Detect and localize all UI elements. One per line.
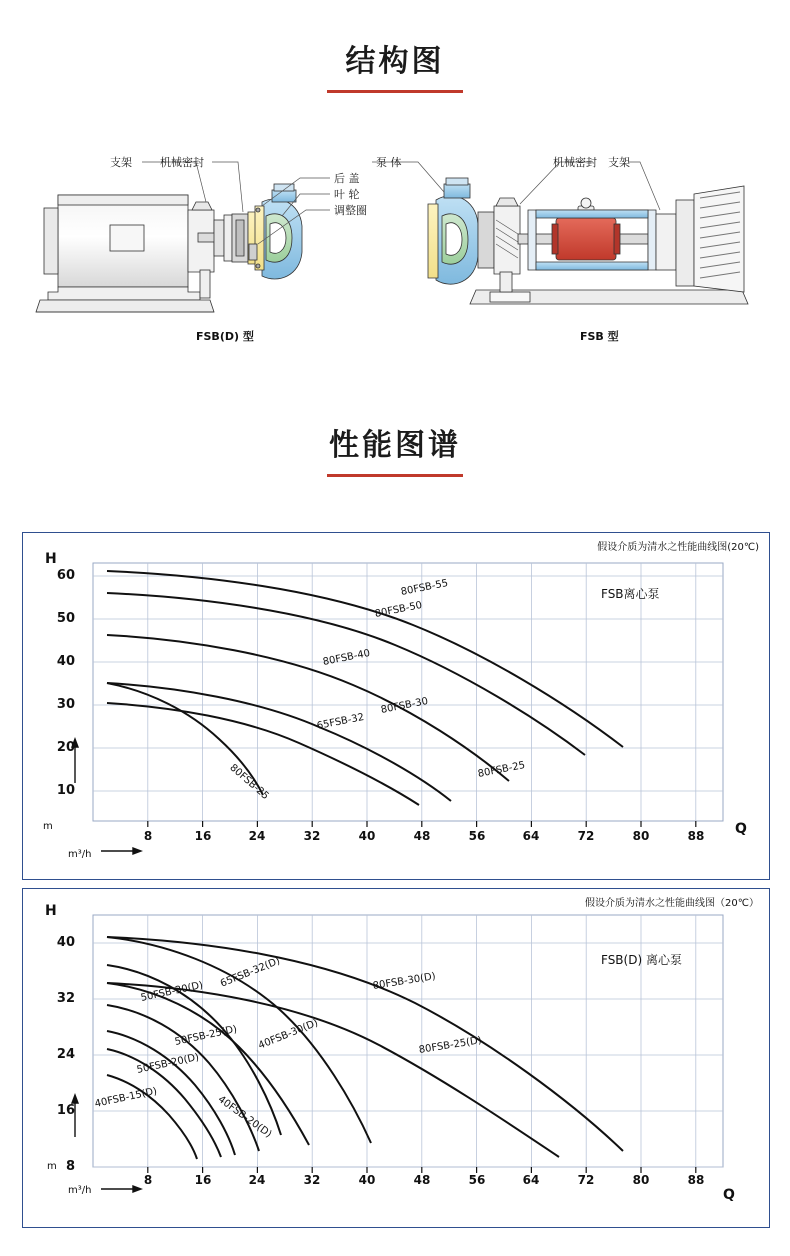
performance-chart-fsb — [22, 532, 770, 880]
structure-diagram — [0, 140, 790, 370]
chart2-curve-label-50FSB-30D: 50FSB-30(D) — [139, 979, 205, 1004]
chart2-ytick-24: 24 — [56, 1047, 75, 1062]
chart1-ytick-10: 10 — [56, 783, 75, 798]
chart2-curve-label-40FSB-30D: 40FSB-30(D) — [256, 1017, 320, 1052]
chart1-curve-label-80FSB-40: 80FSB-40 — [321, 647, 372, 668]
chart2-xaxis-letter: Q — [723, 1187, 735, 1203]
chart1-xtick-72: 72 — [577, 829, 595, 843]
chart1-xaxis-letter: Q — [735, 821, 747, 837]
chart2-xtick-24: 24 — [248, 1173, 266, 1187]
label-adjust-ring: 调整圈 — [334, 204, 367, 217]
chart2-xtick-88: 88 — [687, 1173, 705, 1187]
label-mechanical-seal-left: 机械密封 — [160, 156, 204, 169]
chart2-xtick-72: 72 — [577, 1173, 595, 1187]
chart2-xaxis-unit: m³/h — [68, 1185, 92, 1196]
chart2-xtick-48: 48 — [413, 1173, 431, 1187]
chart1-legend-note: FSB离心泵 — [601, 587, 660, 601]
chart2-xtick-16: 16 — [194, 1173, 212, 1187]
label-bracket-left: 支架 — [110, 156, 132, 169]
label-impeller: 叶 轮 — [334, 188, 360, 201]
label-pump-body: 泵 体 — [376, 156, 402, 169]
chart1-xtick-16: 16 — [194, 829, 212, 843]
chart1-yaxis-unit: m — [43, 821, 53, 832]
structure-diagram-svg — [0, 140, 790, 370]
chart2-xtick-8: 8 — [143, 1173, 153, 1187]
chart1-xtick-88: 88 — [687, 829, 705, 843]
title-underline-performance — [327, 474, 463, 477]
chart1-ytick-20: 20 — [56, 740, 75, 755]
structure-heading-block — [0, 36, 790, 93]
chart2-yaxis-letter: H — [45, 903, 57, 919]
label-back-cover: 后 盖 — [334, 172, 360, 185]
chart1-xtick-48: 48 — [413, 829, 431, 843]
chart2-xtick-40: 40 — [358, 1173, 376, 1187]
performance-chart-fsbd — [22, 888, 770, 1228]
chart1-curve-label-80FSB-25-left: 80FSB-25 — [227, 762, 271, 803]
chart1-xtick-80: 80 — [632, 829, 650, 843]
chart2-xtick-64: 64 — [522, 1173, 540, 1187]
chart1-curve-label-80FSB-50: 80FSB-50 — [373, 599, 424, 620]
chart1-ytick-30: 30 — [56, 697, 75, 712]
chart1-xtick-8: 8 — [143, 829, 153, 843]
model-label-fsb: FSB 型 — [580, 330, 619, 343]
chart2-curve-label-40FSB-20D: 40FSB-20(D) — [215, 1094, 274, 1141]
chart2-ytick-16: 16 — [56, 1103, 75, 1118]
chart2-curve-label-80FSB-30D: 80FSB-30(D) — [372, 971, 437, 992]
title-underline-structure — [327, 90, 463, 93]
chart2-xtick-80: 80 — [632, 1173, 650, 1187]
chart1-xtick-56: 56 — [468, 829, 486, 843]
chart1-xtick-32: 32 — [303, 829, 321, 843]
chart1-xtick-64: 64 — [522, 829, 540, 843]
label-mechanical-seal-right: 机械密封 — [553, 156, 597, 169]
chart2-yaxis-unit: m — [47, 1161, 57, 1172]
chart2-curve-label-65FSB-32D: 65FSB-32(D) — [218, 955, 282, 990]
chart1-xtick-40: 40 — [358, 829, 376, 843]
chart1-curve-label-65FSB-32: 65FSB-32 — [315, 711, 366, 732]
chart1-ytick-40: 40 — [56, 654, 75, 669]
chart2-ytick-32: 32 — [56, 991, 75, 1006]
chart2-curve-label-50FSB-20D: 50FSB-20(D) — [135, 1051, 201, 1076]
chart2-legend-note: FSB(D) 离心泵 — [601, 953, 682, 967]
chart1-curve-label-80FSB-55: 80FSB-55 — [399, 577, 450, 598]
chart2-ytick-8: 8 — [65, 1159, 75, 1174]
chart1-xtick-24: 24 — [248, 829, 266, 843]
chart1-caption: 假设介质为清水之性能曲线图(20℃) — [597, 542, 759, 553]
chart1-curve-label-80FSB-30: 80FSB-30 — [379, 695, 430, 716]
chart2-curve-label-40FSB-15D: 40FSB-15(D) — [93, 1085, 159, 1110]
performance-heading-block — [0, 420, 790, 477]
chart1-curve-label-80FSB-25: 80FSB-25 — [476, 759, 527, 780]
chart1-xaxis-unit: m³/h — [68, 849, 92, 860]
page-title-performance: 性能图谱 — [329, 429, 461, 462]
label-bracket-right: 支架 — [608, 156, 630, 169]
chart2-ytick-40: 40 — [56, 935, 75, 950]
chart2-xtick-32: 32 — [303, 1173, 321, 1187]
page-title-structure: 结构图 — [345, 45, 445, 78]
chart1-yaxis-letter: H — [45, 551, 57, 567]
chart2-xtick-56: 56 — [468, 1173, 486, 1187]
model-label-fsbd: FSB(D) 型 — [196, 330, 254, 343]
chart1-ytick-60: 60 — [56, 568, 75, 583]
chart2-curve-label-50FSB-25D: 50FSB-25(D) — [173, 1023, 239, 1048]
chart2-curve-label-80FSB-25D: 80FSB-25(D) — [418, 1035, 483, 1056]
chart2-caption: 假设介质为清水之性能曲线图（20℃） — [585, 898, 759, 909]
chart1-ytick-50: 50 — [56, 611, 75, 626]
